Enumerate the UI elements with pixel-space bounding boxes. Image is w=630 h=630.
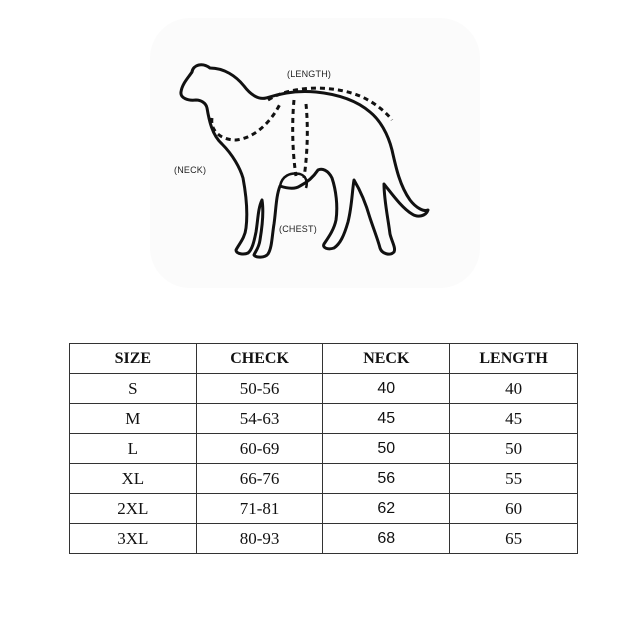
header-check: CHECK: [196, 344, 323, 374]
neck-cell: 45: [323, 404, 450, 434]
check-cell: 66-76: [196, 464, 323, 494]
size-cell: 2XL: [70, 494, 197, 524]
chest-measure-line-back: [304, 104, 307, 178]
check-cell: 80-93: [196, 524, 323, 554]
header-size: SIZE: [70, 344, 197, 374]
neck-cell: 56: [323, 464, 450, 494]
table-row: [70, 494, 578, 524]
check-cell: 60-69: [196, 434, 323, 464]
length-cell: 60: [450, 494, 578, 524]
table-row: [70, 434, 578, 464]
size-chart-table: [69, 343, 578, 554]
length-label: (LENGTH): [287, 69, 332, 79]
neck-cell: 62: [323, 494, 450, 524]
table-header-row: [70, 344, 578, 374]
length-cell: 55: [450, 464, 578, 494]
neck-cell: 50: [323, 434, 450, 464]
table-row: [70, 464, 578, 494]
neck-label: (NECK): [174, 165, 207, 175]
size-cell: S: [70, 374, 197, 404]
header-neck: NECK: [323, 344, 450, 374]
chest-label: (CHEST): [279, 224, 317, 234]
size-cell: XL: [70, 464, 197, 494]
neck-measure-line: [212, 104, 280, 140]
header-length: LENGTH: [450, 344, 578, 374]
check-cell: 54-63: [196, 404, 323, 434]
length-cell: 65: [450, 524, 578, 554]
neck-cell: 40: [323, 374, 450, 404]
check-cell: 71-81: [196, 494, 323, 524]
neck-cell: 68: [323, 524, 450, 554]
size-cell: M: [70, 404, 197, 434]
table-row: [70, 404, 578, 434]
check-cell: 50-56: [196, 374, 323, 404]
size-cell: 3XL: [70, 524, 197, 554]
table-row: [70, 524, 578, 554]
table-row: [70, 374, 578, 404]
chest-measure-line-front: [293, 100, 296, 176]
length-cell: 45: [450, 404, 578, 434]
length-cell: 40: [450, 374, 578, 404]
length-cell: 50: [450, 434, 578, 464]
size-cell: L: [70, 434, 197, 464]
